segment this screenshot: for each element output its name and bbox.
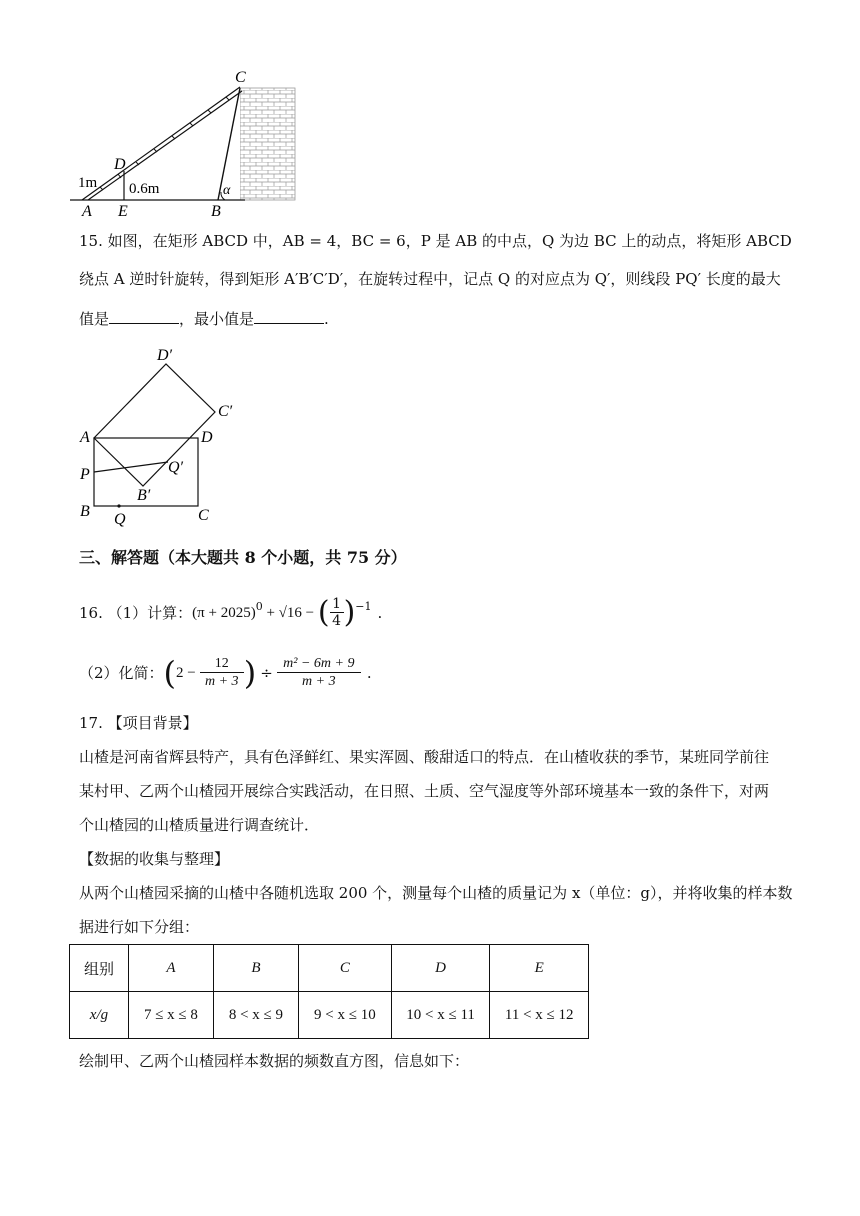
q16-part1-term-b: + √16 −	[262, 604, 318, 621]
ladder-rail-2	[88, 91, 242, 200]
q16-part1-exp: −1	[355, 600, 372, 613]
label-0.6m: 0.6m	[129, 181, 160, 197]
q16-part2-label: （2）化简：	[79, 663, 164, 682]
table-row-header	[70, 945, 589, 992]
q15-line3-b: ，最小值是	[179, 310, 255, 328]
label-D: D	[114, 156, 126, 173]
rect-ApBpCpDp	[94, 364, 215, 486]
table-cell: A	[128, 945, 213, 992]
q17-bg-line1: 山楂是河南省辉县特产，具有色泽鲜红、果实浑圆、酸甜适口的特点．在山楂收获的季节，某班同学前往	[79, 748, 770, 766]
q17-after-table: 绘制甲、乙两个山楂园样本数据的频数直方图，信息如下：	[79, 1052, 470, 1070]
ladder-rail-1	[82, 87, 240, 200]
q17-bg-line2: 某村甲、乙两个山楂园开展综合实践活动，在日照、土质、空气湿度等外部环境基本一致的条件下，对两	[79, 782, 770, 800]
q17-collect-head: 【数据的收集与整理】	[79, 850, 230, 868]
table-cell: B	[213, 945, 298, 992]
label-P: P	[80, 466, 90, 483]
table-row-values	[70, 992, 589, 1039]
q15-line3-a: 值是	[79, 310, 110, 328]
q15-line1: 15. 如图，在矩形 ABCD 中，AB = 4，BC = 6，P 是 AB 的中点，Q 为边 BC 上的动点，将矩形 ABCD	[79, 232, 792, 250]
grouping-table	[69, 944, 589, 1039]
table-cell: 9 < x ≤ 10	[298, 992, 391, 1039]
label-alpha: α	[223, 183, 231, 198]
label-Q: Q	[114, 511, 126, 528]
table-cell: C	[298, 945, 391, 992]
table-cell: E	[490, 945, 589, 992]
q17-collect-line2: 据进行如下分组：	[79, 918, 200, 936]
answer-blank-min[interactable]	[254, 309, 324, 324]
q16-part1-term-a: (π + 2025)	[192, 604, 256, 621]
q16-frac2-num: m² − 6m + 9	[283, 656, 355, 671]
label-Cp: C′	[218, 403, 233, 420]
q17-bg-line3: 个山楂园的山楂质量进行调查统计．	[79, 816, 320, 834]
label-1m: 1m	[78, 175, 98, 191]
label-B2: B	[80, 503, 90, 520]
q15-line3	[79, 308, 329, 330]
q16-part1-end: .	[377, 603, 383, 622]
answer-blank-max[interactable]	[109, 309, 179, 324]
q16-frac1-den: m + 3	[204, 674, 239, 689]
label-C2: C	[198, 507, 209, 524]
q16-part1-exp0: 0	[255, 600, 263, 613]
q15-line2: 绕点 A 逆时针旋转，得到矩形 A′B′C′D′，在旋转过程中，记点 Q 的对应点为 Q′，则线段 PQ′ 长度的最大	[79, 270, 781, 288]
label-B: B	[211, 203, 221, 220]
table-cell: 组别	[70, 945, 129, 992]
table-cell: 11 < x ≤ 12	[490, 992, 589, 1039]
table-cell: D	[391, 945, 490, 992]
q16-part1-label: 16. （1）计算：	[79, 603, 193, 622]
q17-collect-line1: 从两个山楂园采摘的山楂中各随机选取 200 个，测量每个山楂的质量记为 x（单位：g），并将收集的样本数	[79, 884, 793, 902]
section-title: 三、解答题（本大题共 8 个小题，共 75 分）	[79, 548, 407, 567]
rectangle-rotation-figure	[70, 340, 250, 530]
q16-part2-end: .	[366, 663, 372, 682]
label-A: A	[82, 203, 92, 220]
label-A2: A	[80, 429, 90, 446]
label-Bp: B′	[137, 487, 151, 504]
q17-head: 17. 【项目背景】	[79, 714, 198, 732]
q16-div-sign: ÷	[260, 663, 273, 682]
brick-wall	[240, 88, 295, 200]
table-cell: 8 < x ≤ 9	[213, 992, 298, 1039]
q16-part2-term-a: 2 −	[176, 664, 196, 681]
label-Dp: D′	[157, 347, 173, 364]
table-cell: x/g	[70, 992, 129, 1039]
segment-PQp	[94, 462, 168, 472]
q16-part2: （2）化简： ( 2 − 12 m + 3 ) ÷ m² − 6m + 9 m + 3 .	[79, 653, 372, 692]
q16-frac-num: 1	[332, 596, 342, 612]
q16-frac-den: 4	[332, 613, 342, 629]
label-C: C	[235, 69, 246, 86]
label-D2: D	[201, 429, 213, 446]
q16-part1: 16. （1）计算： (π + 2025) $^0$ + √16 − ( 1 4 ) $^{-1}$ .	[79, 594, 383, 630]
table-cell: 10 < x ≤ 11	[391, 992, 490, 1039]
q16-frac1-num: 12	[214, 656, 229, 671]
ladder-figure	[70, 66, 310, 222]
q15-line3-c: .	[324, 310, 329, 328]
table-cell: 7 ≤ x ≤ 8	[128, 992, 213, 1039]
q16-frac2-den: m + 3	[302, 674, 336, 689]
label-E: E	[118, 203, 128, 220]
label-Qp: Q′	[168, 459, 184, 476]
